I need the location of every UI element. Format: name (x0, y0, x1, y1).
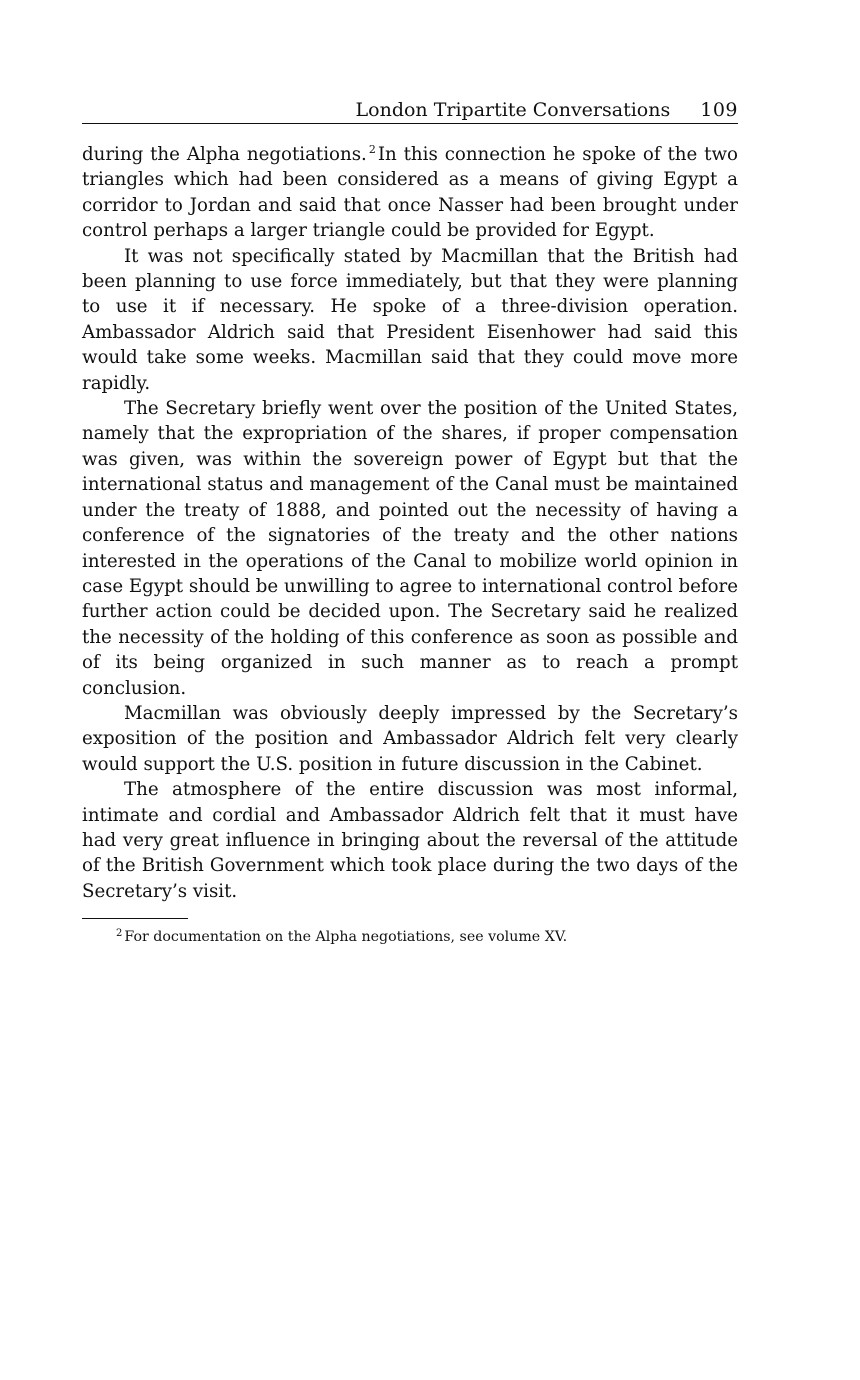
paragraph-2: It was not specifically stated by Macmillan that the British had been planning to use force immediately, but that they were planning to use it if necessary. He spoke of a three-division operation. Ambassador Aldrich said that President Eisenhower had said this would take some weeks. Macmillan said that they could move more rapidly. (82, 245, 738, 394)
paragraph-3: The Secretary briefly went over the position of the United States, namely that the expropriation of the shares, if proper compensation was given, was within the sovereign power of Egypt but that the international status and management of the Canal must be maintained under the treaty of 1888, and pointed out the necessity of having a conference of the signatories of the treaty and the other nations interested in the operations of the Canal to mobilize world opinion in case Egypt should be unwilling to agree to international control before further action could be decided upon. The Secretary said he realized the necessity of the holding of this conference as soon as possible and of its being organized in such manner as to reach a prompt conclusion. (82, 398, 738, 699)
running-header (82, 96, 738, 124)
footnote-marker: 2 (116, 928, 123, 940)
footnote (82, 927, 738, 947)
footnote-divider (82, 918, 188, 919)
paragraph-1-lead: during the Alpha negotiations. (82, 144, 367, 165)
page-number: 109 (700, 99, 738, 121)
footnote-volume: XV. (544, 929, 568, 946)
footnote-text: For documentation on the Alpha negotiations, see volume (124, 929, 541, 946)
body-text (82, 142, 738, 904)
paragraph-1 (82, 142, 738, 244)
running-title: London Tripartite Conversations (355, 99, 671, 121)
footnote-reference: 2 (368, 143, 376, 156)
paragraph-4: Macmillan was obviously deeply impressed by the Secretary’s exposition of the position and Ambassador Aldrich felt very clearly would support the U.S. position in future discussion in the Cabinet. (82, 702, 738, 775)
paragraph-1-rest: In this connection he spoke of the two triangles which had been considered as a means of giving Egypt a corridor to Jordan and said that once Nasser had been brought under control perhaps a larger triangle could be provided for Egypt. (82, 144, 738, 242)
paragraph-5: The atmosphere of the entire discussion was most informal, intimate and cordial and Ambassador Aldrich felt that it must have had very great influence in bringing about the reversal of the attitude of the British Government which took place during the two days of the Secretary’s visit. (82, 779, 738, 902)
document-page (82, 96, 738, 947)
